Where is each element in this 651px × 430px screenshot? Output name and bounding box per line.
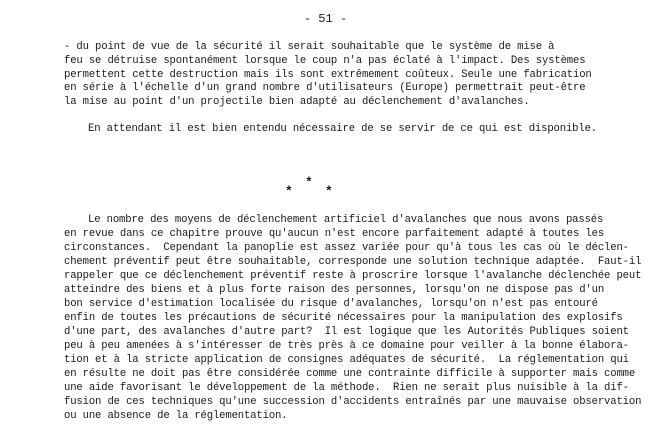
text-line: - du point de vue de la sécurité il serait souhaitable que le système de mise à [64,41,555,53]
separator-star: * [285,184,293,199]
text-line: en série à l'échelle d'un grand nombre d'utilisateurs (Europe) permettrait peut-être [64,82,586,94]
text-line: En attendant il est bien entendu nécessaire de se servir de ce qui est disponible. [88,123,597,135]
text-line: feu se détruise spontanément lorsque le coup n'a pas éclaté à l'impact. Des systèmes [64,55,586,67]
text-line: rappeler que ce déclenchement préventif reste à proscrire lorsque l'avalanche déclenchée peut [64,270,642,282]
text-line: une aide favorisant le développement de la méthode. Rien ne serait plus nuisible à la dif- [64,382,629,394]
text-line: bon service d'estimation localisée du risque d'avalanches, lorsqu'on n'est pas entouré [64,298,598,310]
text-line: tion et à la stricte application de consignes adéquates de sécurité. La réglementation qui [64,354,629,366]
section-separator [0,175,651,204]
text-line: circonstances. Cependant la panoplie est assez variée pour qu'à tous les cas où le déclen- [64,242,629,254]
separator-star: * [325,184,333,199]
text-line: en résulte ne doit pas être considérée comme une contrainte difficile à supporter mais comme [64,368,636,380]
text-line: d'une part, des avalanches d'autre part? Il est logique que les Autorités Publiques soient [64,326,629,338]
text-line: chement préventif peut être souhaitable, corresponde une solution technique adaptée. Faut-il [64,256,642,268]
text-line: atteindre des biens et à plus forte raison des personnes, lorsqu'on ne dispose pas d'un [64,284,605,296]
separator-star: * [305,175,313,190]
text-line: Le nombre des moyens de déclenchement artificiel d'avalanches que nous avons passés [88,214,604,226]
text-line: ou une absence de la réglementation. [64,410,288,422]
text-line: fusion de ces techniques qu'une succession d'accidents entraînés par une mauvaise observation [64,396,642,408]
text-line: la mise au point d'un projectile bien adapté au déclenchement d'avalanches. [64,96,530,108]
page-number: - 51 - [303,12,348,26]
text-line: permettent cette destruction mais ils sont extrêmement coûteux. Seule une fabrication [64,69,592,81]
text-line: enfin de toutes les précautions de sécurité nécessaires pour la manipulation des explosifs [64,312,623,324]
text-line: en revue dans ce chapitre prouve qu'aucun n'est encore parfaitement adapté à toutes les [64,228,605,240]
text-line: peu à peu amenées à s'intéresser de très près à ce domaine pour veiller à la bonne élabora- [64,340,629,352]
